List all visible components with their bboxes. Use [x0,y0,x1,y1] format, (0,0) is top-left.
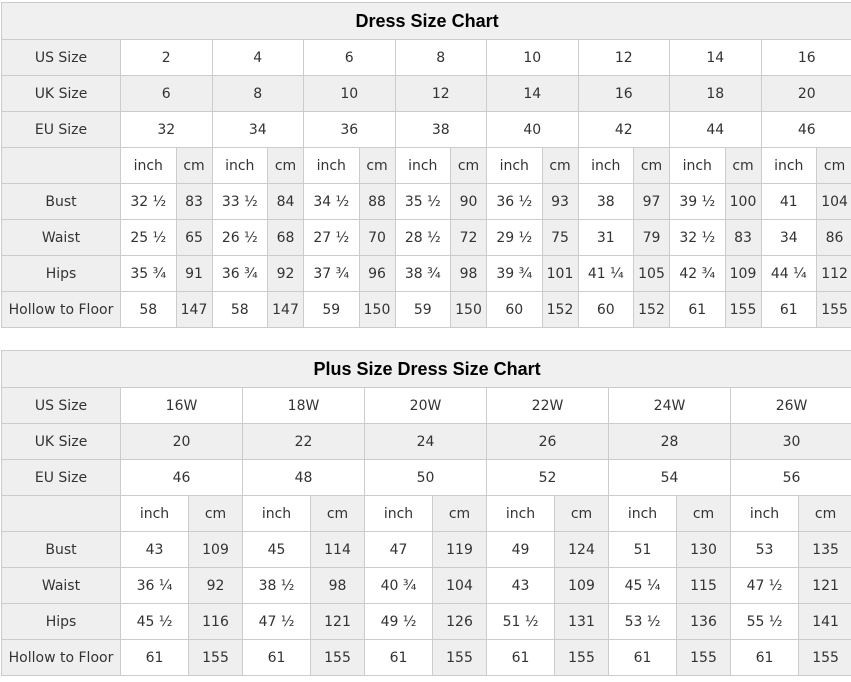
size-value-cell: 18W [243,388,365,424]
table-title: Dress Size Chart [2,3,851,40]
size-value-cell: 50 [365,460,487,496]
measurement-cm-cell: 101 [542,256,578,292]
measurement-inch-cell: 34 [761,220,817,256]
measurement-cm-cell: 90 [451,184,487,220]
row-label: EU Size [2,460,121,496]
size-value-cell: 6 [304,40,396,76]
measurement-inch-cell: 41 ¼ [578,256,634,292]
unit-inch-header: inch [731,496,799,532]
measurement-cm-cell: 88 [359,184,395,220]
measurement-inch-cell: 60 [578,292,634,328]
measurement-cm-cell: 104 [817,184,851,220]
size-value-cell: 20 [761,76,851,112]
measurement-cm-cell: 83 [176,184,212,220]
size-value-cell: 10 [487,40,579,76]
measurement-inch-cell: 43 [487,568,555,604]
measurement-cm-cell: 155 [555,640,609,676]
measurement-inch-cell: 44 ¼ [761,256,817,292]
measurement-inch-cell: 36 ¼ [121,568,189,604]
unit-row-empty-cell [2,496,121,532]
size-value-cell: 52 [487,460,609,496]
measurement-inch-cell: 27 ½ [304,220,360,256]
unit-cm-header: cm [359,148,395,184]
measurement-inch-cell: 45 ¼ [609,568,677,604]
unit-inch-header: inch [578,148,634,184]
measurement-inch-cell: 58 [212,292,268,328]
measurement-inch-cell: 47 ½ [731,568,799,604]
unit-inch-header: inch [609,496,677,532]
measurement-cm-cell: 126 [433,604,487,640]
size-value-cell: 20 [121,424,243,460]
size-value-cell: 6 [121,76,213,112]
unit-inch-header: inch [121,148,177,184]
size-value-cell: 26 [487,424,609,460]
unit-inch-header: inch [761,148,817,184]
measurement-cm-cell: 121 [311,604,365,640]
measurement-inch-cell: 61 [243,640,311,676]
measurement-cm-cell: 109 [189,532,243,568]
measurement-inch-cell: 53 [731,532,799,568]
measurement-inch-cell: 45 ½ [121,604,189,640]
measurement-cm-cell: 121 [799,568,851,604]
measurement-inch-cell: 61 [487,640,555,676]
measurement-inch-cell: 45 [243,532,311,568]
measurement-cm-cell: 150 [359,292,395,328]
row-label: Hips [2,604,121,640]
size-value-cell: 16W [121,388,243,424]
size-value-cell: 42 [578,112,670,148]
measurement-cm-cell: 104 [433,568,487,604]
measurement-inch-cell: 49 [487,532,555,568]
unit-cm-header: cm [268,148,304,184]
row-label: Hips [2,256,121,292]
measurement-cm-cell: 83 [725,220,761,256]
unit-inch-header: inch [212,148,268,184]
size-value-cell: 28 [609,424,731,460]
measurement-inch-cell: 36 ¾ [212,256,268,292]
measurement-cm-cell: 109 [555,568,609,604]
measurement-inch-cell: 47 [365,532,433,568]
plus-size-dress-size-chart-table [1,350,851,676]
row-label: UK Size [2,424,121,460]
measurement-inch-cell: 61 [670,292,726,328]
measurement-cm-cell: 141 [799,604,851,640]
unit-cm-header: cm [451,148,487,184]
size-value-cell: 30 [731,424,851,460]
measurement-cm-cell: 155 [311,640,365,676]
row-label: Waist [2,220,121,256]
measurement-cm-cell: 131 [555,604,609,640]
measurement-inch-cell: 61 [365,640,433,676]
measurement-inch-cell: 38 ¾ [395,256,451,292]
measurement-cm-cell: 147 [176,292,212,328]
unit-cm-header: cm [799,496,851,532]
measurement-inch-cell: 61 [121,640,189,676]
measurement-cm-cell: 75 [542,220,578,256]
measurement-cm-cell: 65 [176,220,212,256]
size-value-cell: 16 [761,40,851,76]
unit-inch-header: inch [243,496,311,532]
measurement-cm-cell: 79 [634,220,670,256]
measurement-inch-cell: 34 ½ [304,184,360,220]
table-title: Plus Size Dress Size Chart [2,351,851,388]
size-value-cell: 20W [365,388,487,424]
measurement-cm-cell: 92 [189,568,243,604]
measurement-cm-cell: 150 [451,292,487,328]
measurement-inch-cell: 55 ½ [731,604,799,640]
measurement-inch-cell: 35 ½ [395,184,451,220]
unit-cm-header: cm [189,496,243,532]
row-label: US Size [2,40,121,76]
measurement-inch-cell: 49 ½ [365,604,433,640]
measurement-cm-cell: 98 [451,256,487,292]
measurement-inch-cell: 39 ¾ [487,256,543,292]
unit-cm-header: cm [311,496,365,532]
row-label: UK Size [2,76,121,112]
row-label: Waist [2,568,121,604]
dress-size-chart-table [1,2,851,328]
unit-inch-header: inch [365,496,433,532]
size-value-cell: 24 [365,424,487,460]
measurement-cm-cell: 86 [817,220,851,256]
row-label: Bust [2,184,121,220]
size-value-cell: 2 [121,40,213,76]
size-value-cell: 12 [578,40,670,76]
measurement-cm-cell: 72 [451,220,487,256]
size-value-cell: 24W [609,388,731,424]
measurement-cm-cell: 92 [268,256,304,292]
measurement-cm-cell: 114 [311,532,365,568]
measurement-inch-cell: 32 ½ [121,184,177,220]
measurement-inch-cell: 26 ½ [212,220,268,256]
size-value-cell: 32 [121,112,213,148]
unit-cm-header: cm [542,148,578,184]
unit-inch-header: inch [395,148,451,184]
size-value-cell: 8 [212,76,304,112]
measurement-inch-cell: 33 ½ [212,184,268,220]
measurement-cm-cell: 155 [799,640,851,676]
unit-inch-header: inch [670,148,726,184]
measurement-inch-cell: 40 ¾ [365,568,433,604]
size-value-cell: 4 [212,40,304,76]
unit-inch-header: inch [487,148,543,184]
measurement-inch-cell: 47 ½ [243,604,311,640]
unit-cm-header: cm [176,148,212,184]
measurement-inch-cell: 61 [761,292,817,328]
measurement-cm-cell: 130 [677,532,731,568]
measurement-cm-cell: 112 [817,256,851,292]
measurement-inch-cell: 61 [731,640,799,676]
measurement-inch-cell: 39 ½ [670,184,726,220]
size-value-cell: 38 [395,112,487,148]
size-value-cell: 10 [304,76,396,112]
measurement-inch-cell: 61 [609,640,677,676]
measurement-cm-cell: 155 [433,640,487,676]
measurement-inch-cell: 35 ¾ [121,256,177,292]
measurement-cm-cell: 70 [359,220,395,256]
measurement-cm-cell: 91 [176,256,212,292]
measurement-inch-cell: 32 ½ [670,220,726,256]
measurement-cm-cell: 109 [725,256,761,292]
measurement-cm-cell: 155 [817,292,851,328]
size-value-cell: 12 [395,76,487,112]
measurement-cm-cell: 152 [542,292,578,328]
measurement-cm-cell: 84 [268,184,304,220]
measurement-inch-cell: 58 [121,292,177,328]
size-value-cell: 22 [243,424,365,460]
measurement-cm-cell: 100 [725,184,761,220]
size-value-cell: 8 [395,40,487,76]
measurement-inch-cell: 51 ½ [487,604,555,640]
measurement-inch-cell: 28 ½ [395,220,451,256]
measurement-inch-cell: 59 [304,292,360,328]
measurement-cm-cell: 97 [634,184,670,220]
unit-cm-header: cm [634,148,670,184]
measurement-inch-cell: 38 [578,184,634,220]
measurement-cm-cell: 98 [311,568,365,604]
measurement-cm-cell: 105 [634,256,670,292]
row-label: Hollow to Floor [2,640,121,676]
measurement-inch-cell: 53 ½ [609,604,677,640]
unit-cm-header: cm [725,148,761,184]
unit-cm-header: cm [433,496,487,532]
size-value-cell: 16 [578,76,670,112]
size-value-cell: 54 [609,460,731,496]
measurement-cm-cell: 152 [634,292,670,328]
measurement-inch-cell: 25 ½ [121,220,177,256]
size-value-cell: 48 [243,460,365,496]
size-value-cell: 46 [761,112,851,148]
measurement-inch-cell: 38 ½ [243,568,311,604]
size-value-cell: 14 [487,76,579,112]
measurement-cm-cell: 68 [268,220,304,256]
measurement-inch-cell: 41 [761,184,817,220]
measurement-cm-cell: 119 [433,532,487,568]
measurement-cm-cell: 155 [189,640,243,676]
measurement-cm-cell: 96 [359,256,395,292]
measurement-inch-cell: 42 ¾ [670,256,726,292]
unit-row-empty-cell [2,148,121,184]
measurement-cm-cell: 155 [725,292,761,328]
row-label: Bust [2,532,121,568]
row-label: EU Size [2,112,121,148]
measurement-inch-cell: 43 [121,532,189,568]
measurement-cm-cell: 155 [677,640,731,676]
size-value-cell: 36 [304,112,396,148]
measurement-inch-cell: 51 [609,532,677,568]
unit-inch-header: inch [121,496,189,532]
unit-cm-header: cm [677,496,731,532]
row-label: US Size [2,388,121,424]
measurement-cm-cell: 147 [268,292,304,328]
measurement-cm-cell: 115 [677,568,731,604]
measurement-cm-cell: 93 [542,184,578,220]
unit-inch-header: inch [487,496,555,532]
size-value-cell: 34 [212,112,304,148]
measurement-inch-cell: 37 ¾ [304,256,360,292]
row-label: Hollow to Floor [2,292,121,328]
size-value-cell: 26W [731,388,851,424]
measurement-inch-cell: 59 [395,292,451,328]
unit-cm-header: cm [817,148,851,184]
size-value-cell: 40 [487,112,579,148]
measurement-cm-cell: 135 [799,532,851,568]
measurement-inch-cell: 60 [487,292,543,328]
measurement-inch-cell: 31 [578,220,634,256]
unit-cm-header: cm [555,496,609,532]
size-value-cell: 18 [670,76,762,112]
measurement-cm-cell: 116 [189,604,243,640]
unit-inch-header: inch [304,148,360,184]
measurement-inch-cell: 36 ½ [487,184,543,220]
size-value-cell: 22W [487,388,609,424]
measurement-cm-cell: 124 [555,532,609,568]
measurement-inch-cell: 29 ½ [487,220,543,256]
size-value-cell: 44 [670,112,762,148]
measurement-cm-cell: 136 [677,604,731,640]
size-value-cell: 56 [731,460,851,496]
size-value-cell: 46 [121,460,243,496]
size-value-cell: 14 [670,40,762,76]
